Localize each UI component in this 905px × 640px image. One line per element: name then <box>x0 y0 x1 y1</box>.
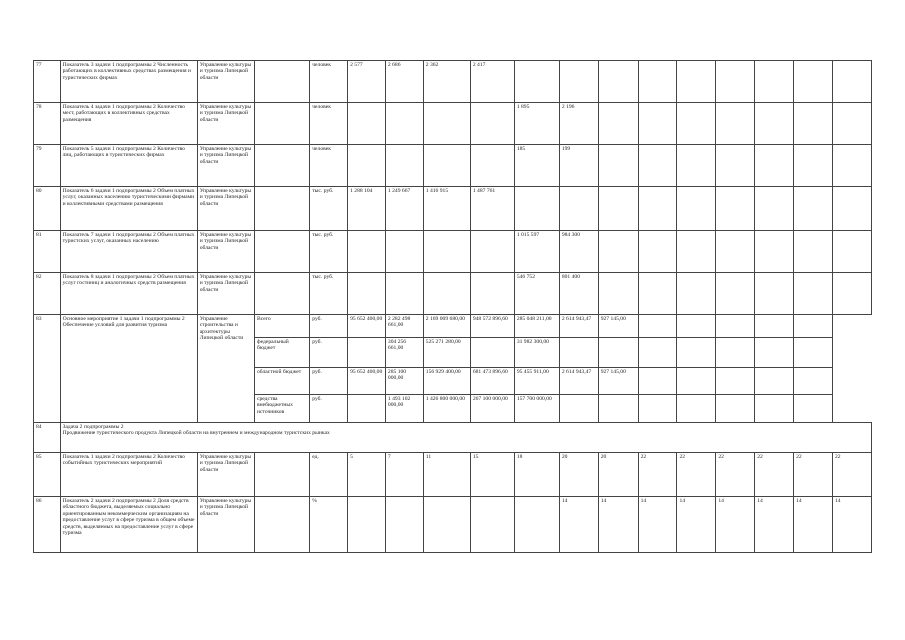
executor: Управление культуры и туризма Липецкой области <box>197 273 254 315</box>
indicator-name: Показатель 1 задачи 2 подпрограммы 2 Количество событийных туристических мероприятий <box>60 453 197 497</box>
unit: руб. <box>310 395 348 423</box>
value-cell <box>348 273 386 315</box>
unit: тыс. руб. <box>310 273 348 315</box>
value-cell: 14 <box>755 497 794 553</box>
funding-source <box>254 103 309 145</box>
funding-source <box>254 145 309 187</box>
value-cell <box>755 231 794 273</box>
table-row <box>34 145 872 187</box>
value-cell <box>794 103 833 145</box>
task-text: Продвижение туристического продукта Липецкой области на внутреннем и международном туристских рынках <box>62 430 330 437</box>
funding-source <box>254 453 309 497</box>
value-cell <box>755 368 794 395</box>
value-cell <box>716 103 755 145</box>
value-cell: 95 652 400,00 <box>348 315 386 338</box>
value-cell <box>385 273 423 315</box>
value-cell <box>470 497 514 553</box>
value-cell <box>638 103 677 145</box>
value-cell <box>348 338 386 368</box>
value-cell <box>755 187 794 231</box>
task-header <box>60 423 871 453</box>
value-cell: 1 426 800 000,00 <box>423 395 470 423</box>
value-cell: 185 <box>514 145 559 187</box>
value-cell <box>755 145 794 187</box>
value-cell <box>638 273 677 315</box>
table-row <box>34 103 872 145</box>
value-cell: 5 <box>348 453 386 497</box>
value-cell <box>638 187 677 231</box>
value-cell <box>423 145 470 187</box>
executor: Управление культуры и туризма Липецкой области <box>197 187 254 231</box>
executor: Управление культуры и туризма Липецкой области <box>197 103 254 145</box>
value-cell <box>598 187 638 231</box>
value-cell: 22 <box>716 453 755 497</box>
value-cell <box>638 231 677 273</box>
value-cell: 1 249 667 <box>385 187 423 231</box>
value-cell <box>832 61 871 103</box>
value-cell: 14 <box>716 497 755 553</box>
value-cell: 2 577 <box>348 61 386 103</box>
document-page <box>33 60 872 553</box>
value-cell <box>638 395 677 423</box>
unit: руб. <box>310 338 348 368</box>
value-cell <box>514 497 559 553</box>
value-cell <box>385 103 423 145</box>
funding-source: средства внебюджетных источников <box>254 395 309 423</box>
value-cell <box>755 395 794 423</box>
value-cell: 927 145,00 <box>598 315 638 338</box>
value-cell: 2 282 498 661,00 <box>385 315 423 338</box>
value-cell: 1 288 104 <box>348 187 386 231</box>
value-cell <box>716 187 755 231</box>
indicator-name: Показатель 4 задачи 1 подпрограммы 2 Количество мест, работающих в коллективных средствах размещения <box>60 103 197 145</box>
value-cell <box>385 145 423 187</box>
value-cell: 2 362 <box>423 61 470 103</box>
value-cell: 525 271 280,00 <box>423 338 470 368</box>
executor: Управление культуры и туризма Липецкой области <box>197 61 254 103</box>
funding-source <box>254 187 309 231</box>
funding-source: федеральный бюджет <box>254 338 309 368</box>
row-number: 78 <box>34 103 61 145</box>
row-number: 81 <box>34 231 61 273</box>
value-cell <box>559 187 598 231</box>
value-cell <box>755 315 794 338</box>
value-cell <box>832 231 871 273</box>
value-cell: 95 455 911,00 <box>514 368 559 395</box>
value-cell <box>598 338 638 368</box>
value-cell: 984 300 <box>559 231 598 273</box>
row-number: 84 <box>34 423 61 453</box>
indicator-table <box>33 60 872 553</box>
value-cell <box>559 338 598 368</box>
value-cell <box>755 273 794 315</box>
value-cell <box>638 145 677 187</box>
value-cell: 157 700 000,00 <box>514 395 559 423</box>
value-cell <box>677 103 716 145</box>
value-cell: 1 493 102 000,00 <box>385 395 423 423</box>
value-cell <box>716 338 755 368</box>
value-cell: 22 <box>638 453 677 497</box>
row-number: 82 <box>34 273 61 315</box>
unit: тыс. руб. <box>310 187 348 231</box>
value-cell <box>794 338 833 368</box>
indicator-name: Показатель 5 задачи 1 подпрограммы 2 Количество лиц, работающих в туристических фирмах <box>60 145 197 187</box>
value-cell <box>638 61 677 103</box>
value-cell <box>598 103 638 145</box>
value-cell <box>514 187 559 231</box>
value-cell: 285 100 000,00 <box>385 368 423 395</box>
value-cell <box>794 61 833 103</box>
funding-source: Всего <box>254 315 309 338</box>
value-cell <box>677 187 716 231</box>
value-cell <box>716 231 755 273</box>
row-number: 77 <box>34 61 61 103</box>
value-cell <box>423 273 470 315</box>
value-cell <box>470 231 514 273</box>
value-cell <box>348 231 386 273</box>
value-cell: 15 <box>470 453 514 497</box>
value-cell <box>716 315 755 338</box>
indicator-name: Показатель 6 задачи 1 подпрограммы 2 Объем платных услуг, оказанных населению туристическими фирмами и коллективными средствами размещения <box>60 187 197 231</box>
value-cell <box>755 103 794 145</box>
value-cell <box>794 187 833 231</box>
value-cell <box>832 273 871 315</box>
value-cell <box>559 61 598 103</box>
value-cell: 22 <box>794 453 833 497</box>
row-number: 80 <box>34 187 61 231</box>
value-cell <box>348 497 386 553</box>
value-cell: 2 614 943,47 <box>559 368 598 395</box>
value-cell: 927 145,00 <box>598 368 638 395</box>
value-cell: 199 <box>559 145 598 187</box>
value-cell: 1 487 761 <box>470 187 514 231</box>
table-row <box>34 453 872 497</box>
value-cell <box>794 231 833 273</box>
value-cell <box>348 103 386 145</box>
unit: ед. <box>310 453 348 497</box>
value-cell <box>832 187 871 231</box>
value-cell: 1 015 597 <box>514 231 559 273</box>
unit: руб. <box>310 315 348 338</box>
value-cell: 31 982 300,00 <box>514 338 559 368</box>
value-cell: 2 196 <box>559 103 598 145</box>
value-cell: 14 <box>559 497 598 553</box>
value-cell <box>470 145 514 187</box>
indicator-name: Основное мероприятие 1 задачи 1 подпрограммы 2 Обеспечение условий для развития туризма <box>60 315 197 423</box>
value-cell <box>470 273 514 315</box>
funding-source <box>254 273 309 315</box>
value-cell <box>716 61 755 103</box>
table-row <box>34 61 872 103</box>
value-cell <box>716 368 755 395</box>
value-cell: 2 417 <box>470 61 514 103</box>
value-cell <box>794 273 833 315</box>
value-cell <box>423 103 470 145</box>
value-cell: 14 <box>638 497 677 553</box>
value-cell <box>470 338 514 368</box>
indicator-name: Показатель 3 задачи 1 подпрограммы 2 Численность работающих в коллективных средствах размещения и туристических фирмах <box>60 61 197 103</box>
value-cell: 267 100 000,00 <box>470 395 514 423</box>
row-number: 86 <box>34 497 61 553</box>
funding-source <box>254 231 309 273</box>
table-row <box>34 231 872 273</box>
executor: Управление культуры и туризма Липецкой области <box>197 453 254 497</box>
value-cell: 801 400 <box>559 273 598 315</box>
funding-source <box>254 497 309 553</box>
value-cell <box>677 368 716 395</box>
table-body <box>34 61 872 553</box>
value-cell <box>677 145 716 187</box>
value-cell <box>755 61 794 103</box>
task-title: Задача 2 подпрограммы 2 <box>62 424 124 430</box>
value-cell <box>794 145 833 187</box>
unit: % <box>310 497 348 553</box>
value-cell <box>677 61 716 103</box>
value-cell <box>598 231 638 273</box>
value-cell <box>514 61 559 103</box>
value-cell <box>677 273 716 315</box>
value-cell <box>598 273 638 315</box>
funding-source <box>254 61 309 103</box>
value-cell <box>385 497 423 553</box>
value-cell <box>755 338 794 368</box>
value-cell <box>832 145 871 187</box>
table-row <box>34 315 872 338</box>
value-cell <box>423 497 470 553</box>
value-cell: 1 416 915 <box>423 187 470 231</box>
value-cell <box>470 103 514 145</box>
value-cell <box>598 145 638 187</box>
unit: человек <box>310 145 348 187</box>
value-cell <box>794 315 833 338</box>
value-cell <box>716 395 755 423</box>
value-cell <box>677 315 716 338</box>
unit: человек <box>310 103 348 145</box>
executor: Управление культуры и туризма Липецкой области <box>197 145 254 187</box>
value-cell <box>598 61 638 103</box>
value-cell <box>794 395 833 423</box>
value-cell: 681 473 896,60 <box>470 368 514 395</box>
value-cell: 7 <box>385 453 423 497</box>
value-cell <box>716 273 755 315</box>
indicator-name: Показатель 7 задачи 1 подпрограммы 2 Объем платных туристских услуг, оказанных населению <box>60 231 197 273</box>
value-cell <box>638 338 677 368</box>
value-cell <box>716 145 755 187</box>
row-number: 79 <box>34 145 61 187</box>
value-cell <box>794 368 833 395</box>
value-cell <box>348 395 386 423</box>
indicator-name: Показатель 8 задачи 1 подпрограммы 2 Объем платных услуг гостиниц и аналогичных средств размещения <box>60 273 197 315</box>
value-cell <box>348 145 386 187</box>
indicator-name: Показатель 2 задачи 2 подпрограммы 2 Доля средств областного бюджета, выделяемых социально ориентированным некоммерческим организациям на предоставление услуг в сфере туризма в общем объеме средств, выделяемых на предоставление услуг в сфере туризма <box>60 497 197 553</box>
value-cell: 948 572 896,60 <box>470 315 514 338</box>
table-row <box>34 187 872 231</box>
value-cell <box>832 103 871 145</box>
row-number: 85 <box>34 453 61 497</box>
value-cell <box>638 315 677 338</box>
value-cell: 2 169 009 680,00 <box>423 315 470 338</box>
executor: Управление культуры и туризма Липецкой области <box>197 497 254 553</box>
value-cell <box>598 395 638 423</box>
value-cell <box>559 395 598 423</box>
funding-source: областной бюджет <box>254 368 309 395</box>
table-row <box>34 273 872 315</box>
value-cell: 285 048 211,00 <box>514 315 559 338</box>
task-header-row <box>34 423 872 453</box>
value-cell <box>677 338 716 368</box>
value-cell <box>638 368 677 395</box>
value-cell: 20 <box>559 453 598 497</box>
value-cell: 14 <box>832 497 871 553</box>
value-cell: 14 <box>677 497 716 553</box>
unit: человек <box>310 61 348 103</box>
value-cell: 22 <box>755 453 794 497</box>
value-cell <box>677 231 716 273</box>
unit: руб. <box>310 368 348 395</box>
value-cell: 1 895 <box>514 103 559 145</box>
value-cell: 95 652 400,00 <box>348 368 386 395</box>
value-cell: 304 256 661,00 <box>385 338 423 368</box>
value-cell: 2 686 <box>385 61 423 103</box>
executor: Управление строительства и архитектуры Липецкой области <box>197 315 254 423</box>
table-row <box>34 497 872 553</box>
value-cell: 22 <box>677 453 716 497</box>
value-cell: 18 <box>514 453 559 497</box>
value-cell: 2 614 943,47 <box>559 315 598 338</box>
executor: Управление культуры и туризма Липецкой области <box>197 231 254 273</box>
value-cell: 546 752 <box>514 273 559 315</box>
value-cell <box>385 231 423 273</box>
value-cell: 14 <box>794 497 833 553</box>
value-cell <box>423 231 470 273</box>
row-number: 83 <box>34 315 61 423</box>
value-cell: 14 <box>598 497 638 553</box>
value-cell: 156 929 400,00 <box>423 368 470 395</box>
value-cell: 22 <box>832 453 871 497</box>
unit: тыс. руб. <box>310 231 348 273</box>
value-cell: 11 <box>423 453 470 497</box>
value-cell <box>677 395 716 423</box>
value-cell: 20 <box>598 453 638 497</box>
